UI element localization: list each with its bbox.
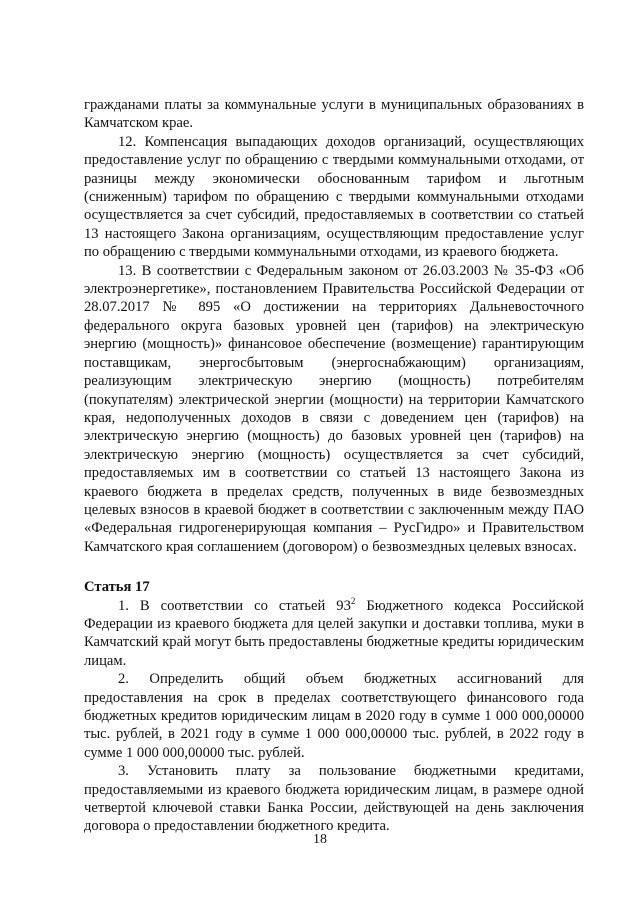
article-paragraph-2: 2. Определить общий объем бюджетных ассигнований для предоставления на срок в пределах соответствующего финансового года бюджетных кредитов юридическим лицам в 2020 году в сумме 1 000 000,00000 тыс. рублей, в 2021 году в сумме 1 000 000,00000 тыс. рублей, в 2022 году в сумме 1 000 000,00000 тыс. рублей. — [84, 671, 584, 761]
page-number: 18 — [313, 832, 327, 847]
document-body — [84, 96, 584, 836]
section-spacer — [84, 556, 584, 578]
article-heading: Статья 17 — [84, 579, 150, 596]
article-paragraph-1-end: Бюджетного кодекса Российской Федерации из краевого бюджета для целей закупки и доставки топлива, муки в Камчатский край могут быть предоставлены бюджетные кредиты юридическим лицам. — [84, 597, 584, 669]
article-paragraph-3: 3. Установить плату за пользование бюджетными кредитами, предоставляемыми из краевого бюджета юридическим лицам, в размере одной четвертой ключевой ставки Банка России, действующей на день заключения договора о предоставлении бюджетного кредита. — [84, 763, 584, 835]
paragraph-continuation: гражданами платы за коммунальные услуги в муниципальных образованиях в Камчатском крае. — [84, 97, 584, 132]
article-paragraph-1-start: 1. В соответствии со статьей 93 — [118, 597, 351, 614]
superscript-index: 2 — [350, 595, 356, 606]
paragraph-item-12: 12. Компенсация выпадающих доходов организаций, осуществляющих предоставление услуг по обращению с твердыми коммунальными отходами, от разницы между экономически обоснованным тарифом и льготным (сниженным) тарифом по обращению с твердыми коммунальными отходами осуществляется за счет субсидий, предоставляемых в соответствии со статьей 13 настоящего Закона организациям, осуществляющим предоставление услуг по обращению с твердыми коммунальными отходами, из краевого бюджета. — [84, 133, 584, 261]
paragraph-item-13: 13. В соответствии с Федеральным законом от 26.03.2003 № 35-ФЗ «Об электроэнергетике», постановлением Правительства Российской Федерации от 28.07.2017 № 895 «О достижении на территориях Дальневосточного федерального округа базовых уровней цен (тарифов) на электрическую энергию (мощность)» финансовое обеспечение (возмещение) гарантирующим поставщикам, энергосбытовым (энергоснабжающим) организациям, реализующим электрическую энергию (мощность) потребителям (покупателям) электрической энергии (мощности) на территории Камчатского края, недополученных доходов в связи с доведением цен (тарифов) на электрическую энергию (мощность) до базовых уровней цен (тарифов) на электрическую энергию (мощность) осуществляется за счет субсидий, предоставляемых им в соответствии со статьей 13 настоящего Закона из краевого бюджета в пределах средств, полученных в виде безвозмездных целевых взносов в краевой бюджет в соответствии с заключенным между ПАО «Федеральная гидрогенерирующая компания – РусГидро» и Правительством Камчатского края соглашением (договором) о безвозмездных целевых взносах. — [84, 262, 584, 555]
article-paragraph-1 — [84, 597, 584, 671]
